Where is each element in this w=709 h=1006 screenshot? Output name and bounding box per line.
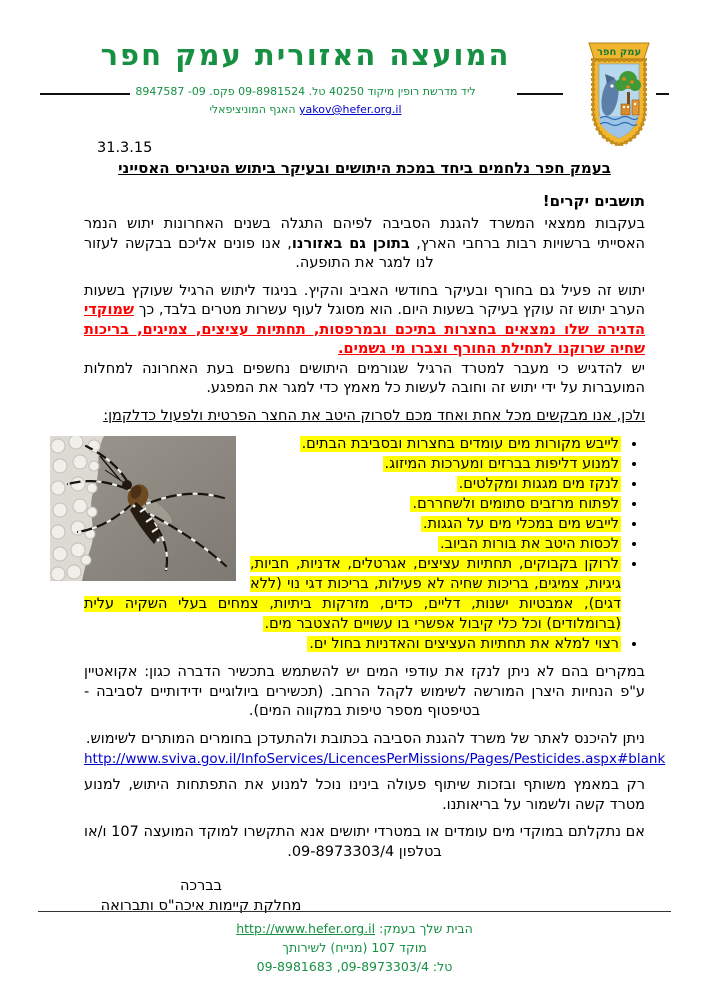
department-label: האגף המוניציפאלי bbox=[209, 103, 296, 116]
bullet-highlight: למנוע דליפות בברזים ומערכות המיזוג. bbox=[384, 456, 619, 472]
footer-home-line bbox=[38, 919, 671, 938]
letter-subject: בעמק חפר נלחמים ביחד במכת היתושים ובעיקר ביתוש הטיגריס האסייני bbox=[118, 159, 611, 177]
intro-paragraph bbox=[84, 215, 645, 274]
intro-text-end: , אנו פונים אליכם בבקשה לעזור לנו למגר את התופעה. bbox=[84, 235, 434, 271]
footer-home-link[interactable]: http://www.hefer.org.il bbox=[236, 921, 376, 936]
email-link[interactable]: yakov@hefer.org.il bbox=[299, 103, 402, 116]
signature-block bbox=[96, 876, 306, 916]
website-paragraph: ניתן להיכנס לאתר של משרד להגנת הסביבה בכתובת ולהתעדכן בחומרים המותרים לשימוש. bbox=[85, 730, 645, 747]
hotline-paragraph: אם נתקלתם במוקדי מים עומדים או במטרדי יתושים אנא התקשרו למוקד המועצה 107 ו/או בטלפון 09-8973303/4. bbox=[84, 824, 645, 860]
bullet-highlight: לנקז מים מגגות ומקלטים. bbox=[458, 476, 619, 492]
mosquito-photo bbox=[50, 436, 236, 581]
bullet-highlight: לרוקן בקבוקים, תחתיות עציצים, אגרטלים, אדניות, חביות, גיגיות, צמיגים, בריכות שחיה לא פעילות, בריכות דגי נוי (ללא דגים), אמבטיות ישנות, דליים, כדים, מזרקות ביתיות, צמחים בעלי השקיה עלית (ברומלודים) וכל כלי קיבול אפשרי בו עשויים להצטבר מים. bbox=[84, 556, 621, 632]
behavior-paragraph bbox=[84, 282, 645, 360]
email-line bbox=[52, 103, 559, 116]
footer-home-label: הבית שלך בעמק: bbox=[379, 921, 473, 936]
closing-word: בברכה bbox=[179, 878, 223, 894]
bullet-highlight: לפתוח מרזבים סתומים ולשחררם. bbox=[412, 496, 619, 512]
council-emblem bbox=[585, 42, 653, 146]
letter-date: 31.3.15 bbox=[97, 140, 153, 156]
header-rule-dash bbox=[656, 93, 669, 95]
pesticides-link[interactable]: http://www.sviva.gov.il/InfoServices/LicencesPerMissions/Pages/Pesticides.aspx#blank bbox=[84, 751, 666, 767]
disease-paragraph: יש להדגיש כי מעבר למטרד הרגיל שגורמים היתושים נחשפים בעת האחרונה למחלות המועברות על ידי יתוש זה וחובה לעשות כל מאמץ כדי למגר את המפגע. bbox=[84, 360, 645, 396]
signature-department: מחלקת קיימות איכה"ס ותברואה bbox=[100, 898, 302, 914]
request-paragraph: ולכן, אנו מבקשים מכל אחת ואחד מכם לסרוק היטב את החצר הפרטית ולפעול כדלקמן: bbox=[103, 407, 645, 424]
council-name: המועצה האזורית עמק חפר bbox=[100, 38, 511, 72]
bullet-highlight: לייבש מקורות מים עומדים בחצרות ובסביבת הבתים. bbox=[301, 436, 619, 452]
footer bbox=[38, 911, 671, 976]
pesticides-link-line bbox=[84, 751, 666, 767]
pesticide-paragraph: במקרים בהם לא ניתן לנקז את עודפי המים יש להשתמש בתכשיר הדברה כגון: אקואטיין ע"פ הנחיות היצרן המורשה לשימוש לקהל הרחב. (תכשירים ביולוגיים ידידותיים לסביבה - בטיפטוף מספר טיפות במקווה המים). bbox=[84, 664, 645, 719]
bullet-item bbox=[84, 634, 621, 654]
emblem-banner-text: עמק חפר bbox=[596, 47, 642, 58]
bullet-highlight: לייבש מים במכלי מים על הגגות. bbox=[422, 516, 619, 532]
footer-hotline: מוקד 107 (מנייח) לשירותך bbox=[282, 940, 427, 955]
breeding-warning-text: שמוקדי הדגירה שלו נמצאים בחצרות בתיכם ובמרפסות, תחתיות עציצים, צמיגים, בריכות שחיה שרוקנו לתחילת החורף וצברו מי גשמים. bbox=[84, 302, 645, 357]
letterhead bbox=[0, 0, 709, 138]
cooperation-paragraph: רק במאמץ משותף ובזכות שיתוף פעולה בינינו נוכל למנוע את התפתחות היתוש, למנוע מטרד קשה ולשמור על בריאותנו. bbox=[84, 777, 645, 813]
bullet-highlight: רצוי למלא את תחתיות העציצים והאדניות בחול ים. bbox=[309, 636, 619, 652]
letter-body bbox=[0, 138, 709, 916]
bullet-highlight: לכסות היטב את בורות הביוב. bbox=[440, 536, 619, 552]
behavior-text: יתוש זה פעיל גם בחורף ובעיקר בחודשי האביב והקיץ. בניגוד ליתוש הרגיל שעוקץ בשעות הערב יתוש זה עוקץ בעיקר בשעות היום. הוא מסוגל לעוף עשרות מטרים בלבד, כך bbox=[84, 282, 645, 318]
council-address: ליד מדרשת רופין מיקוד 40250 טל. 09-8981524 פקס. 09- 8947587 bbox=[135, 85, 476, 98]
intro-bold-text: בתוכן גם באזורנו bbox=[291, 235, 410, 252]
intro-text: בעקבות ממצאי המשרד להגנת הסביבה לפיהם התגלה בשנים האחרונות יתוש הנמר האסייתי ברשויות רבות ברחבי הארץ, bbox=[84, 216, 646, 252]
footer-phones: טל: 09-8973303/4, 09-8981683 bbox=[256, 959, 453, 974]
salutation: תושבים יקרים! bbox=[542, 192, 645, 210]
